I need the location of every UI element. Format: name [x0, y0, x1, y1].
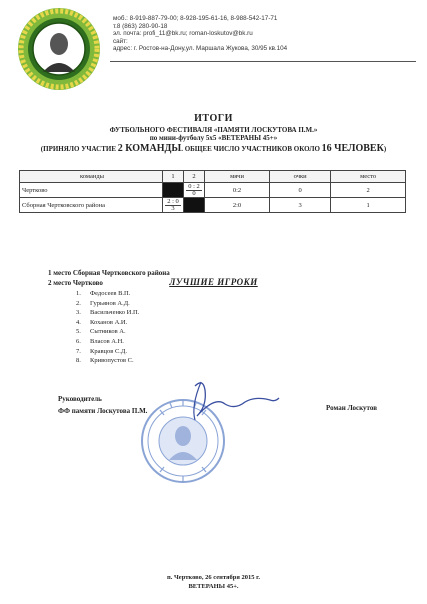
self-cell	[163, 183, 184, 198]
table-header-row	[20, 171, 406, 183]
document-footer	[0, 573, 427, 591]
table-row	[20, 183, 406, 198]
table-header: очки	[270, 171, 331, 183]
table-row	[20, 198, 406, 213]
list-item: 4. Коханов А.И.	[76, 318, 128, 326]
contact-phones: моб.: 8-919-887-79-00; 8-928-195-61-16, 8-988-542-17-71	[113, 15, 278, 22]
contact-site: сайт:	[113, 37, 128, 45]
table-header: 2	[184, 171, 205, 183]
contacts-block	[113, 15, 418, 53]
document-subtitle-2: по мини-футболу 5х5 «ВЕТЕРАНЫ 45+»	[149, 134, 278, 142]
people-count: 16 ЧЕЛОВЕК	[321, 143, 384, 154]
list-item: 6. Власов А.Н.	[76, 337, 124, 345]
contact-address: адрес: г. Ростов-на-Дону,ул. Маршала Жукова, 30/95 кв.104	[113, 45, 288, 53]
goals-cell: 2:0	[205, 198, 270, 213]
teams-count: 2 КОМАНДЫ	[117, 143, 182, 154]
points-cell: 3	[270, 198, 331, 213]
document-subtitle-1: ФУТБОЛЬНОГО ФЕСТИВАЛЯ «ПАМЯТИ ЛОСКУТОВА П.М.»	[109, 126, 318, 134]
header-divider	[110, 61, 416, 62]
festival-logo	[16, 6, 102, 92]
best-players-title: ЛУЧШИЕ ИГРОКИ	[169, 277, 258, 287]
table-header: команды	[20, 171, 163, 183]
place-1: 1 место Сборная Чертковского района	[48, 269, 170, 277]
score-cell: $\frac{2 : 0}{3}$	[163, 198, 184, 213]
footer-place-date: п. Чертково, 26 сентября 2015 г.	[167, 574, 260, 581]
table-header: место	[331, 171, 406, 183]
goals-cell: 0:2	[205, 183, 270, 198]
signature-person: Роман Лоскутов	[326, 404, 378, 412]
list-item: 3. Васильченко И.П.	[76, 309, 140, 317]
score-cell: $\frac{0 : 2}{0}$	[184, 183, 205, 198]
signature-scribble	[175, 376, 285, 426]
place-cell: 1	[331, 198, 406, 213]
list-item: 8. Кривопустов С.	[76, 357, 134, 365]
list-item: 7. Кравцов С.Д.	[76, 347, 127, 355]
document-title: ИТОГИ	[194, 113, 233, 124]
table-header: мячи	[205, 171, 270, 183]
footer-category: ВЕТЕРАНЫ 45+.	[188, 583, 239, 590]
participation-line: (ПРИНЯЛО УЧАСТИЕ 2 КОМАНДЫ. ОБЩЕЕ ЧИСЛО УЧАСТНИКОВ ОКОЛО 16 ЧЕЛОВЕК)	[40, 143, 387, 154]
signature-role: Руководитель ФФ памяти Лоскутова П.М.	[58, 395, 148, 415]
contact-email: эл. почта: profi_11@bk.ru; roman-loskutov@bk.ru	[113, 30, 253, 38]
list-item: 2. Гурьянов А.Д.	[76, 299, 130, 307]
team-name: Сборная Чертковского района	[20, 198, 163, 213]
list-item: 1. Федосеев В.П.	[76, 290, 131, 297]
place-2: 2 место Чертково	[48, 279, 103, 287]
team-name: Чертково	[20, 183, 163, 198]
best-players-list	[76, 289, 139, 366]
list-item: 5. Сытников А.	[76, 328, 126, 336]
points-cell: 0	[270, 183, 331, 198]
place-cell: 2	[331, 183, 406, 198]
results-table	[19, 170, 406, 213]
self-cell	[184, 198, 205, 213]
contact-phone-office: т.8 (863) 280-90-18	[113, 22, 168, 30]
table-header: 1	[163, 171, 184, 183]
